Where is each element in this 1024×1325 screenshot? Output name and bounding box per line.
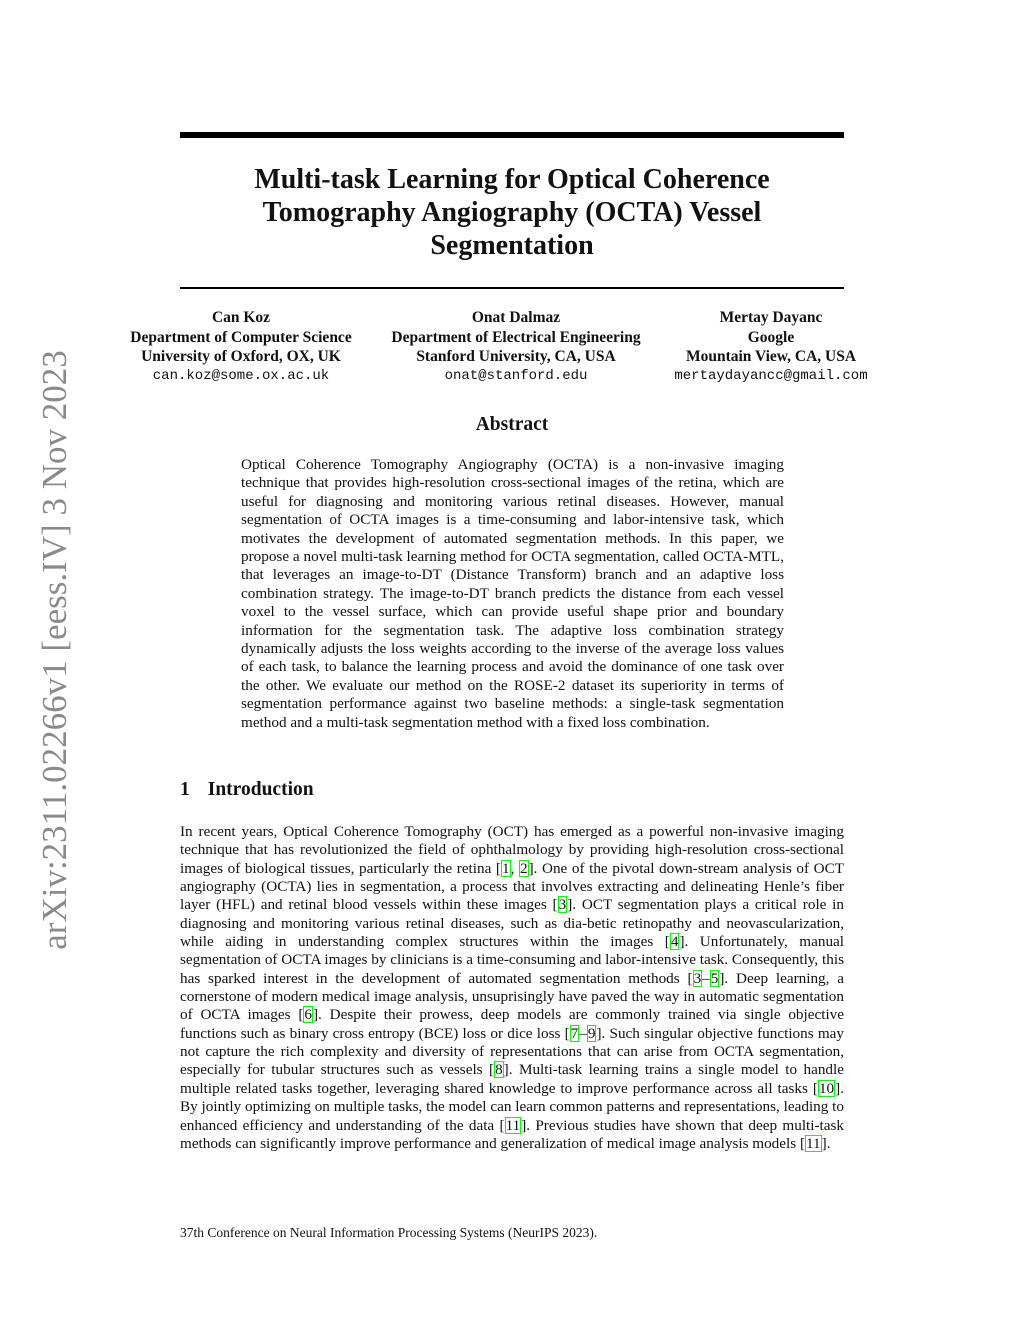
intro-text-segment: – xyxy=(579,1024,587,1042)
intro-text-segment: ]. Multi-task learning trains a single model to handle multiple related tasks together, leveraging shared knowledge to improve performance across all tasks [ xyxy=(180,1061,844,1097)
conference-footnote: 37th Conference on Neural Information Processing Systems (NeurIPS 2023). xyxy=(180,1225,598,1240)
author-department: Google xyxy=(747,328,795,346)
citation-link[interactable]: 8 xyxy=(495,1061,503,1079)
intro-text-segment: ]. Such singular objective functions may not capture the rich complexity and diversity of representations that can arise from OCTA segmentation, especially for tubular structures such as vessels [ xyxy=(180,1024,845,1079)
citation-link[interactable]: 4 xyxy=(670,933,679,951)
author-email: onat@stanford.edu xyxy=(444,367,588,384)
intro-text-segment: – xyxy=(702,969,710,987)
intro-text-segment: In recent years, Optical Coherence Tomography (OCT) has emerged as a powerful non-invasive imaging technique that has revolutionized the field of ophthalmology by providing high-resolution cross-sectional images of biological tissues, particularly the retina [ xyxy=(180,823,844,877)
author-2 xyxy=(376,308,656,386)
intro-text-segment: ]. Unfortunately, manual segmentation of OCTA images by clinicians is a time-consuming and labor-intensive task. Consequently, this has sparked interest in the development of automated segmentation methods [ xyxy=(180,933,844,987)
intro-text-segment: ]. Previous studies have shown that deep multi-task methods can significantly improve performance and generalization of medical image analysis models [ xyxy=(180,1116,844,1152)
author-3 xyxy=(661,308,881,386)
title-bottom-rule xyxy=(180,287,844,289)
citation-link[interactable]: 2 xyxy=(519,859,528,877)
author-name: Mertay Dayanc xyxy=(719,309,823,326)
intro-text-segment: ]. One of the pivotal down-stream analysis of OCT angiography (OCTA) lies in segmentation, a process that involves extracting and delineating Henle’s fiber layer (HFL) and retinal blood vessels within these images [ xyxy=(180,859,845,914)
intro-text-segment: ]. Despite their prowess, deep models are commonly trained via single objective functions such as binary cross entropy (BCE) loss or dice loss [ xyxy=(180,1006,845,1042)
author-email: can.koz@some.ox.ac.uk xyxy=(152,367,330,384)
author-institution: Mountain View, CA, USA xyxy=(685,348,857,365)
citation-link[interactable]: 6 xyxy=(304,1006,312,1024)
title-top-rule xyxy=(180,132,844,138)
citation-link[interactable]: 9 xyxy=(587,1024,596,1042)
section-number: 1 xyxy=(180,779,190,800)
citation-link[interactable]: 3 xyxy=(693,969,702,987)
author-email: mertaydayancc@gmail.com xyxy=(674,367,868,384)
abstract-heading: Abstract xyxy=(475,414,549,435)
intro-text-segment: ]. Deep learning, a cornerstone of modern medical image analysis, unsuprisingly have paved the way in automatic segmentation of OCTA images [ xyxy=(180,969,844,1024)
intro-text-segment: ]. By jointly optimizing on multiple tasks, the model can learn common patterns and representations, leading to enhanced efficiency and understanding of the data [ xyxy=(180,1079,844,1134)
arxiv-stamp-text: arXiv:2311.02266v1 [eess.IV] 3 Nov 2023 xyxy=(35,350,74,950)
intro-text-segment: ]. OCT segmentation plays a critical role in diagnosing and monitoring various retinal diseases, such as dia-betic retinopathy and neovascularization, while aiding in understanding complex structures within the images [ xyxy=(180,896,844,951)
intro-text-segment: , xyxy=(510,859,519,877)
section-heading xyxy=(180,777,314,802)
citation-link[interactable]: 10 xyxy=(818,1079,835,1097)
author-institution: Stanford University, CA, USA xyxy=(416,348,616,365)
intro-text-segment: ]. xyxy=(821,1134,831,1152)
introduction-text xyxy=(180,823,844,1153)
author-department: Department of Computer Science xyxy=(130,328,352,346)
citation-link[interactable]: 1 xyxy=(501,859,510,877)
author-name: Onat Dalmaz xyxy=(471,309,561,326)
section-title: Introduction xyxy=(207,779,314,800)
author-1 xyxy=(111,308,371,386)
abstract-text: Optical Coherence Tomography Angiography (OCTA) is a non-invasive imaging technique that provides high-resolution cross-sectional images of the retina, which are useful for diagnosing and monitoring various retinal diseases. However, manual segmentation of OCTA images is a time-consuming and labor-intensive task, which motivates the development of automated segmentation methods. In this paper, we propose a novel multi-task learning method for OCTA segmentation, called OCTA-MTL, that leverages an image-to-DT (Distance Transform) branch and an adaptive loss combination strategy. The image-to-DT branch predicts the distance from each vessel voxel to the vessel surface, which can provide useful shape prior and boundary information for the segmentation task. The adaptive loss combination strategy dynamically adjusts the loss weights according to the inverse of the average loss values of each task, to balance the learning process and avoid the dominance of one task over the other. We evaluate our method on the ROSE-2 dataset its superiority in terms of segmentation performance against two baseline methods: a single-task segmentation method and a multi-task segmentation method with a fixed loss combination. xyxy=(241,456,784,731)
citation-link[interactable]: 5 xyxy=(710,969,719,987)
citation-link[interactable]: 7 xyxy=(570,1024,579,1042)
citation-link[interactable]: 11 xyxy=(806,1134,821,1152)
citation-link[interactable]: 11 xyxy=(505,1116,521,1134)
author-block xyxy=(0,308,1024,388)
author-name: Can Koz xyxy=(211,309,271,326)
author-department: Department of Electrical Engineering xyxy=(391,328,641,346)
citation-link[interactable]: 3 xyxy=(558,896,567,914)
author-institution: University of Oxford, OX, UK xyxy=(141,348,341,365)
paper-title: Multi-task Learning for Optical Coherence Tomography Angiography (OCTA) Vessel Segmentation xyxy=(254,164,770,261)
